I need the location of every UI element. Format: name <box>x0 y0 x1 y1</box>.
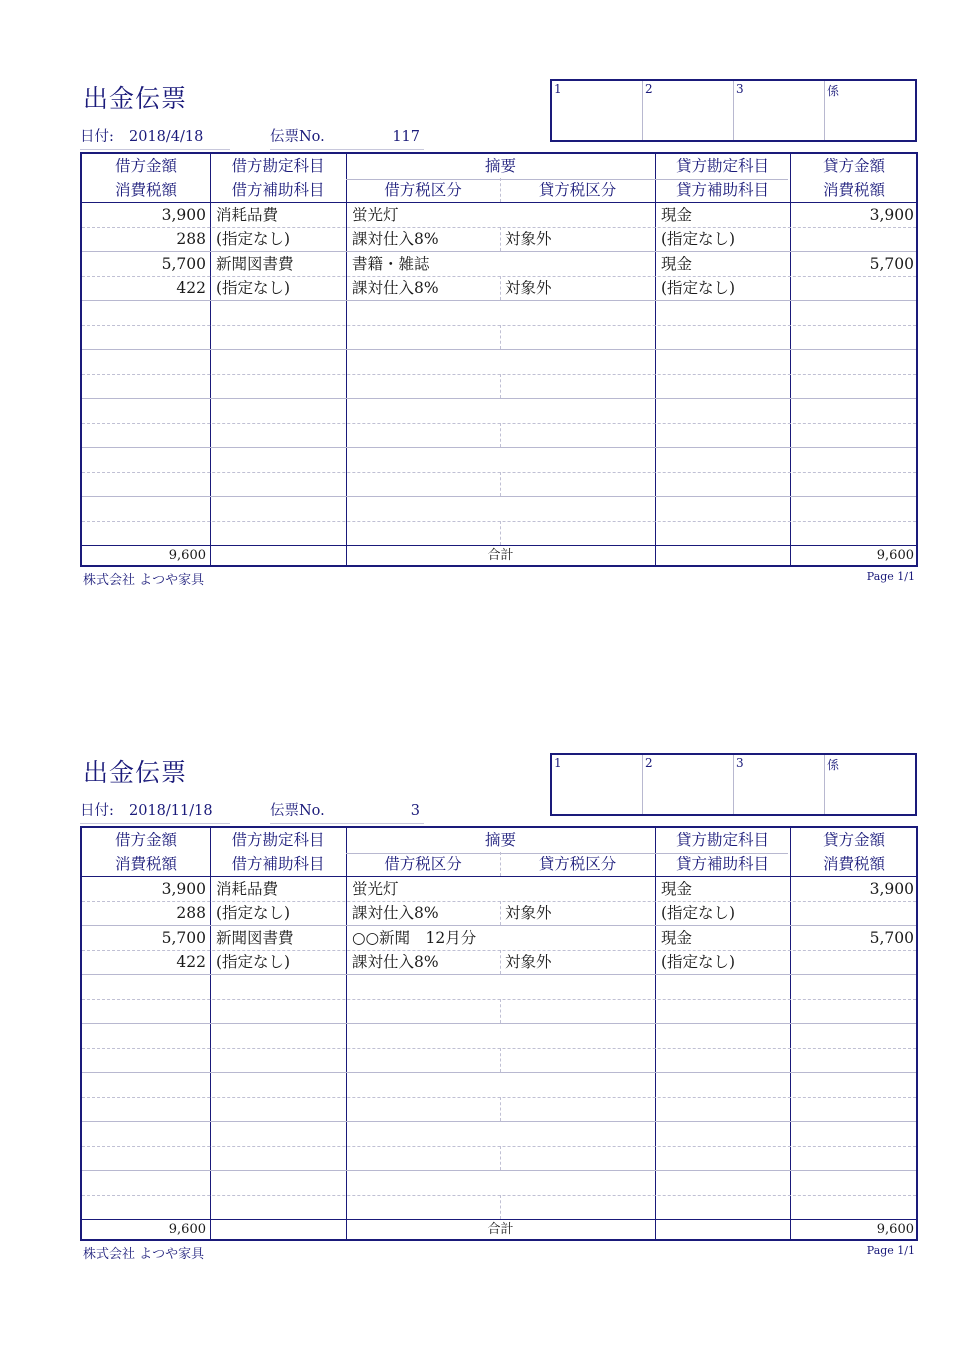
row-2-tax-amount: 422 <box>176 279 206 297</box>
row-2-debit-account: 新聞図書費 <box>216 255 294 273</box>
approval-stamp-box <box>550 753 917 816</box>
row-2-tax-amount: 422 <box>176 953 206 971</box>
date-label: 日付: <box>80 803 114 819</box>
journal-table <box>80 826 918 1241</box>
header-credit-amount: 貸方金額 <box>822 831 885 849</box>
row-1-debit-account: 消耗品費 <box>216 206 279 224</box>
row-2-debit-sub-account: (指定なし) <box>216 953 291 971</box>
row-2-credit-amount: 5,700 <box>869 255 914 273</box>
row-1-tax-amount: 288 <box>176 904 206 922</box>
voucher-1 <box>0 79 965 599</box>
date-field <box>80 127 230 150</box>
header-credit-amount: 貸方金額 <box>822 157 885 175</box>
row-2-credit-tax-class: 対象外 <box>505 279 552 297</box>
stamp-cell-1[interactable]: 1 <box>554 82 562 96</box>
voucher-number-field <box>270 127 424 150</box>
date-value: 2018/11/18 <box>129 803 213 819</box>
row-1-debit-tax-class: 課対仕入8% <box>352 230 439 248</box>
row-1-credit-amount: 3,900 <box>869 880 914 898</box>
row-2-credit-account: 現金 <box>661 255 693 273</box>
total-debit: 9,600 <box>168 1222 206 1237</box>
header-description: 摘要 <box>484 157 516 175</box>
header-tax-amount: 消費税額 <box>114 181 177 199</box>
voucher-title: 出金伝票 <box>83 84 188 113</box>
company-name: 株式会社 よつや家具 <box>83 1247 205 1262</box>
voucher-number-value: 3 <box>410 803 420 819</box>
header-debit-account: 借方勘定科目 <box>231 831 325 849</box>
row-1-credit-sub-account: (指定なし) <box>661 230 736 248</box>
row-1-credit-sub-account: (指定なし) <box>661 904 736 922</box>
date-value: 2018/4/18 <box>129 129 204 145</box>
header-debit-amount: 借方金額 <box>114 157 177 175</box>
row-2-credit-sub-account: (指定なし) <box>661 953 736 971</box>
header-credit-sub-account: 貸方補助科目 <box>675 181 769 199</box>
total-label: 合計 <box>487 1222 514 1237</box>
row-1-debit-amount: 3,900 <box>161 206 206 224</box>
row-1-debit-account: 消耗品費 <box>216 880 279 898</box>
row-2-debit-sub-account: (指定なし) <box>216 279 291 297</box>
stamp-cell-clerk[interactable]: 係 <box>824 81 915 140</box>
header-debit-sub-account: 借方補助科目 <box>231 181 325 199</box>
row-1-description: 蛍光灯 <box>352 206 399 224</box>
page-number: Page 1/1 <box>866 1244 915 1257</box>
total-debit: 9,600 <box>168 548 206 563</box>
row-1-debit-tax-class: 課対仕入8% <box>352 904 439 922</box>
row-2-description: ○○新聞 12月分 <box>352 929 477 947</box>
date-field <box>80 801 230 824</box>
header-credit-tax-class: 貸方税区分 <box>538 855 617 873</box>
header-description: 摘要 <box>484 831 516 849</box>
row-2-debit-amount: 5,700 <box>161 929 206 947</box>
header-credit-sub-account: 貸方補助科目 <box>675 855 769 873</box>
approval-stamp-box <box>550 79 917 142</box>
header-credit-tax-class: 貸方税区分 <box>538 181 617 199</box>
row-1-debit-sub-account: (指定なし) <box>216 230 291 248</box>
header-credit-account: 貸方勘定科目 <box>675 157 769 175</box>
row-1-description: 蛍光灯 <box>352 880 399 898</box>
row-1-credit-account: 現金 <box>661 880 693 898</box>
page-number: Page 1/1 <box>866 570 915 583</box>
row-1-debit-amount: 3,900 <box>161 880 206 898</box>
row-2-debit-tax-class: 課対仕入8% <box>352 953 439 971</box>
voucher-2 <box>0 753 965 1273</box>
voucher-number-value: 117 <box>392 129 420 145</box>
row-1-credit-tax-class: 対象外 <box>505 230 552 248</box>
row-1-tax-amount: 288 <box>176 230 206 248</box>
voucher-title: 出金伝票 <box>83 758 188 787</box>
row-2-debit-amount: 5,700 <box>161 255 206 273</box>
header-credit-tax-amount: 消費税額 <box>822 855 885 873</box>
total-label: 合計 <box>487 548 514 563</box>
stamp-cell-clerk[interactable]: 係 <box>824 755 915 814</box>
total-credit: 9,600 <box>876 1222 914 1237</box>
stamp-cell-2[interactable]: 2 <box>642 755 733 814</box>
header-debit-amount: 借方金額 <box>114 831 177 849</box>
row-2-description: 書籍・雑誌 <box>352 255 430 273</box>
stamp-cell-3[interactable]: 3 <box>733 81 824 140</box>
header-debit-tax-class: 借方税区分 <box>384 855 462 873</box>
header-tax-amount: 消費税額 <box>114 855 177 873</box>
journal-table <box>80 152 918 567</box>
voucher-number-field <box>270 801 424 824</box>
row-2-credit-account: 現金 <box>661 929 693 947</box>
date-label: 日付: <box>80 129 114 145</box>
stamp-cell-2[interactable]: 2 <box>642 81 733 140</box>
company-name: 株式会社 よつや家具 <box>83 573 205 588</box>
header-credit-account: 貸方勘定科目 <box>675 831 769 849</box>
row-2-debit-tax-class: 課対仕入8% <box>352 279 439 297</box>
stamp-cell-3[interactable]: 3 <box>733 755 824 814</box>
row-1-credit-account: 現金 <box>661 206 693 224</box>
header-debit-sub-account: 借方補助科目 <box>231 855 325 873</box>
header-debit-account: 借方勘定科目 <box>231 157 325 175</box>
row-1-credit-tax-class: 対象外 <box>505 904 552 922</box>
stamp-cell-1[interactable]: 1 <box>554 756 562 770</box>
row-1-debit-sub-account: (指定なし) <box>216 904 291 922</box>
voucher-number-label: 伝票No. <box>270 129 325 145</box>
row-2-credit-tax-class: 対象外 <box>505 953 552 971</box>
header-debit-tax-class: 借方税区分 <box>384 181 462 199</box>
header-credit-tax-amount: 消費税額 <box>822 181 885 199</box>
row-1-credit-amount: 3,900 <box>869 206 914 224</box>
row-2-credit-sub-account: (指定なし) <box>661 279 736 297</box>
voucher-number-label: 伝票No. <box>270 803 325 819</box>
row-2-credit-amount: 5,700 <box>869 929 914 947</box>
total-credit: 9,600 <box>876 548 914 563</box>
row-2-debit-account: 新聞図書費 <box>216 929 294 947</box>
